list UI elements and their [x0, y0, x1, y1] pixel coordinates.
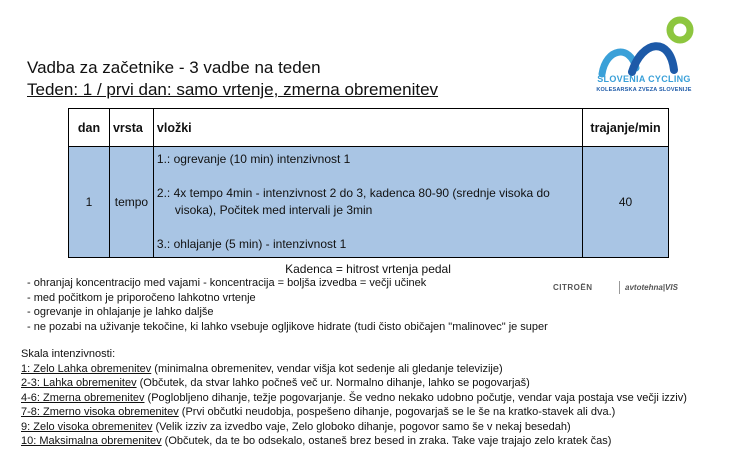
avtotehna-logo: avtotehna|VIS: [625, 283, 678, 292]
training-table: [68, 108, 669, 258]
logo-title: SLOVENIA CYCLING: [597, 74, 691, 84]
citroen-logo: CITROËN: [553, 283, 593, 292]
scale-desc: (Poglobljeno dihanje, težje pogovarjanje. Še vedno nekako udobno počutje, vendar vaja postaja vse večji izziv): [144, 391, 687, 404]
cell-vrsta: tempo: [109, 147, 153, 258]
table-row: [69, 147, 669, 258]
table-header-row: [69, 109, 669, 147]
scale-level: 4-6: Zmerna obremenitev: [21, 391, 145, 404]
header-dan: dan: [69, 109, 110, 147]
page-title: Vadba za začetnike - 3 vadbe na teden: [27, 58, 321, 77]
scale-desc: (Občutek, da te bo odsekalo, ostaneš brez besed in zraka. Take vaje trajajo zelo kratek čas): [161, 435, 612, 448]
header-vlozki: vložki: [153, 109, 582, 147]
sponsor-divider: [619, 281, 620, 294]
header-trajanje: trajanje/min: [583, 109, 669, 147]
scale-item: [21, 434, 687, 448]
kadenca-note: Kadenca = hitrost vrtenja pedal: [285, 262, 451, 276]
scale-desc: (Prvi občutki neudobja, pospešeno dihanje, pogovarjaš se le še na kratko-stavek ali dva.): [178, 406, 616, 419]
vlozek-2: 2.: 4x tempo 4min - intenzivnost 2 do 3, kadenca 80-90 (srednje visoka do: [156, 186, 550, 200]
scale-heading: Skala intenzivnosti:: [21, 348, 116, 360]
scale-desc: (Velik izziv za izvedbo vaje, Zelo globoko dihanje, pogovor samo še v nekaj besedah): [152, 420, 571, 433]
note-item: - ne pozabi na uživanje tekočine, ki lahko vsebuje ogljikove hidrate (tudi čisto običajen "malinovec" je super: [27, 320, 548, 333]
logo-subtitle: KOLESARSKA ZVEZA SLOVENIJE: [596, 87, 692, 93]
notes-list: [27, 276, 548, 334]
scale-desc: (minimalna obremenitev, vendar višja kot sedenje ali gledanje televizije): [151, 363, 503, 375]
scale-item: [21, 376, 687, 390]
vlozek-3: 3.: ohlajanje (5 min) - intenzivnost 1: [156, 237, 347, 251]
note-item: - ohranjaj koncentracijo med vajami - koncentracija = boljša izvedba = večji učinek: [27, 277, 427, 289]
scale-item: [21, 391, 687, 405]
header-vrsta: vrsta: [109, 109, 153, 147]
cell-vlozki: [153, 147, 582, 258]
scale-level: 10: Maksimalna obremenitev: [21, 435, 162, 448]
scale-level: 7-8: Zmerno visoka obremenitev: [21, 406, 179, 419]
intensity-scale: [21, 362, 687, 448]
scale-level: 2-3: Lahka obremenitev: [21, 377, 137, 390]
sponsor-logos: [553, 281, 713, 295]
scale-level: 9: Zelo visoka obremenitev: [21, 420, 153, 433]
note-item: - ogrevanje in ohlajanje je lahko daljše: [27, 306, 214, 319]
scale-level: 1: Zelo Lahka obremenitev: [21, 363, 152, 375]
vlozek-2-cont: visoka), Počitek med intervali je 3min: [174, 203, 373, 217]
vlozek-1: 1.: ogrevanje (10 min) intenzivnost 1: [156, 152, 351, 166]
scale-item: [21, 405, 687, 419]
scale-item: [21, 362, 687, 376]
scale-desc: (Občutek, da stvar lahko počneš več ur. Normalno dihanje, lahko se pogovarjaš): [136, 377, 530, 390]
cell-trajanje: 40: [583, 147, 669, 258]
scale-item: [21, 420, 687, 434]
cell-dan: 1: [69, 147, 110, 258]
note-item: - med počitkom je priporočeno lahkotno vrtenje: [27, 291, 256, 304]
page-subtitle: Teden: 1 / prvi dan: samo vrtenje, zmerna obremenitev: [27, 80, 439, 99]
